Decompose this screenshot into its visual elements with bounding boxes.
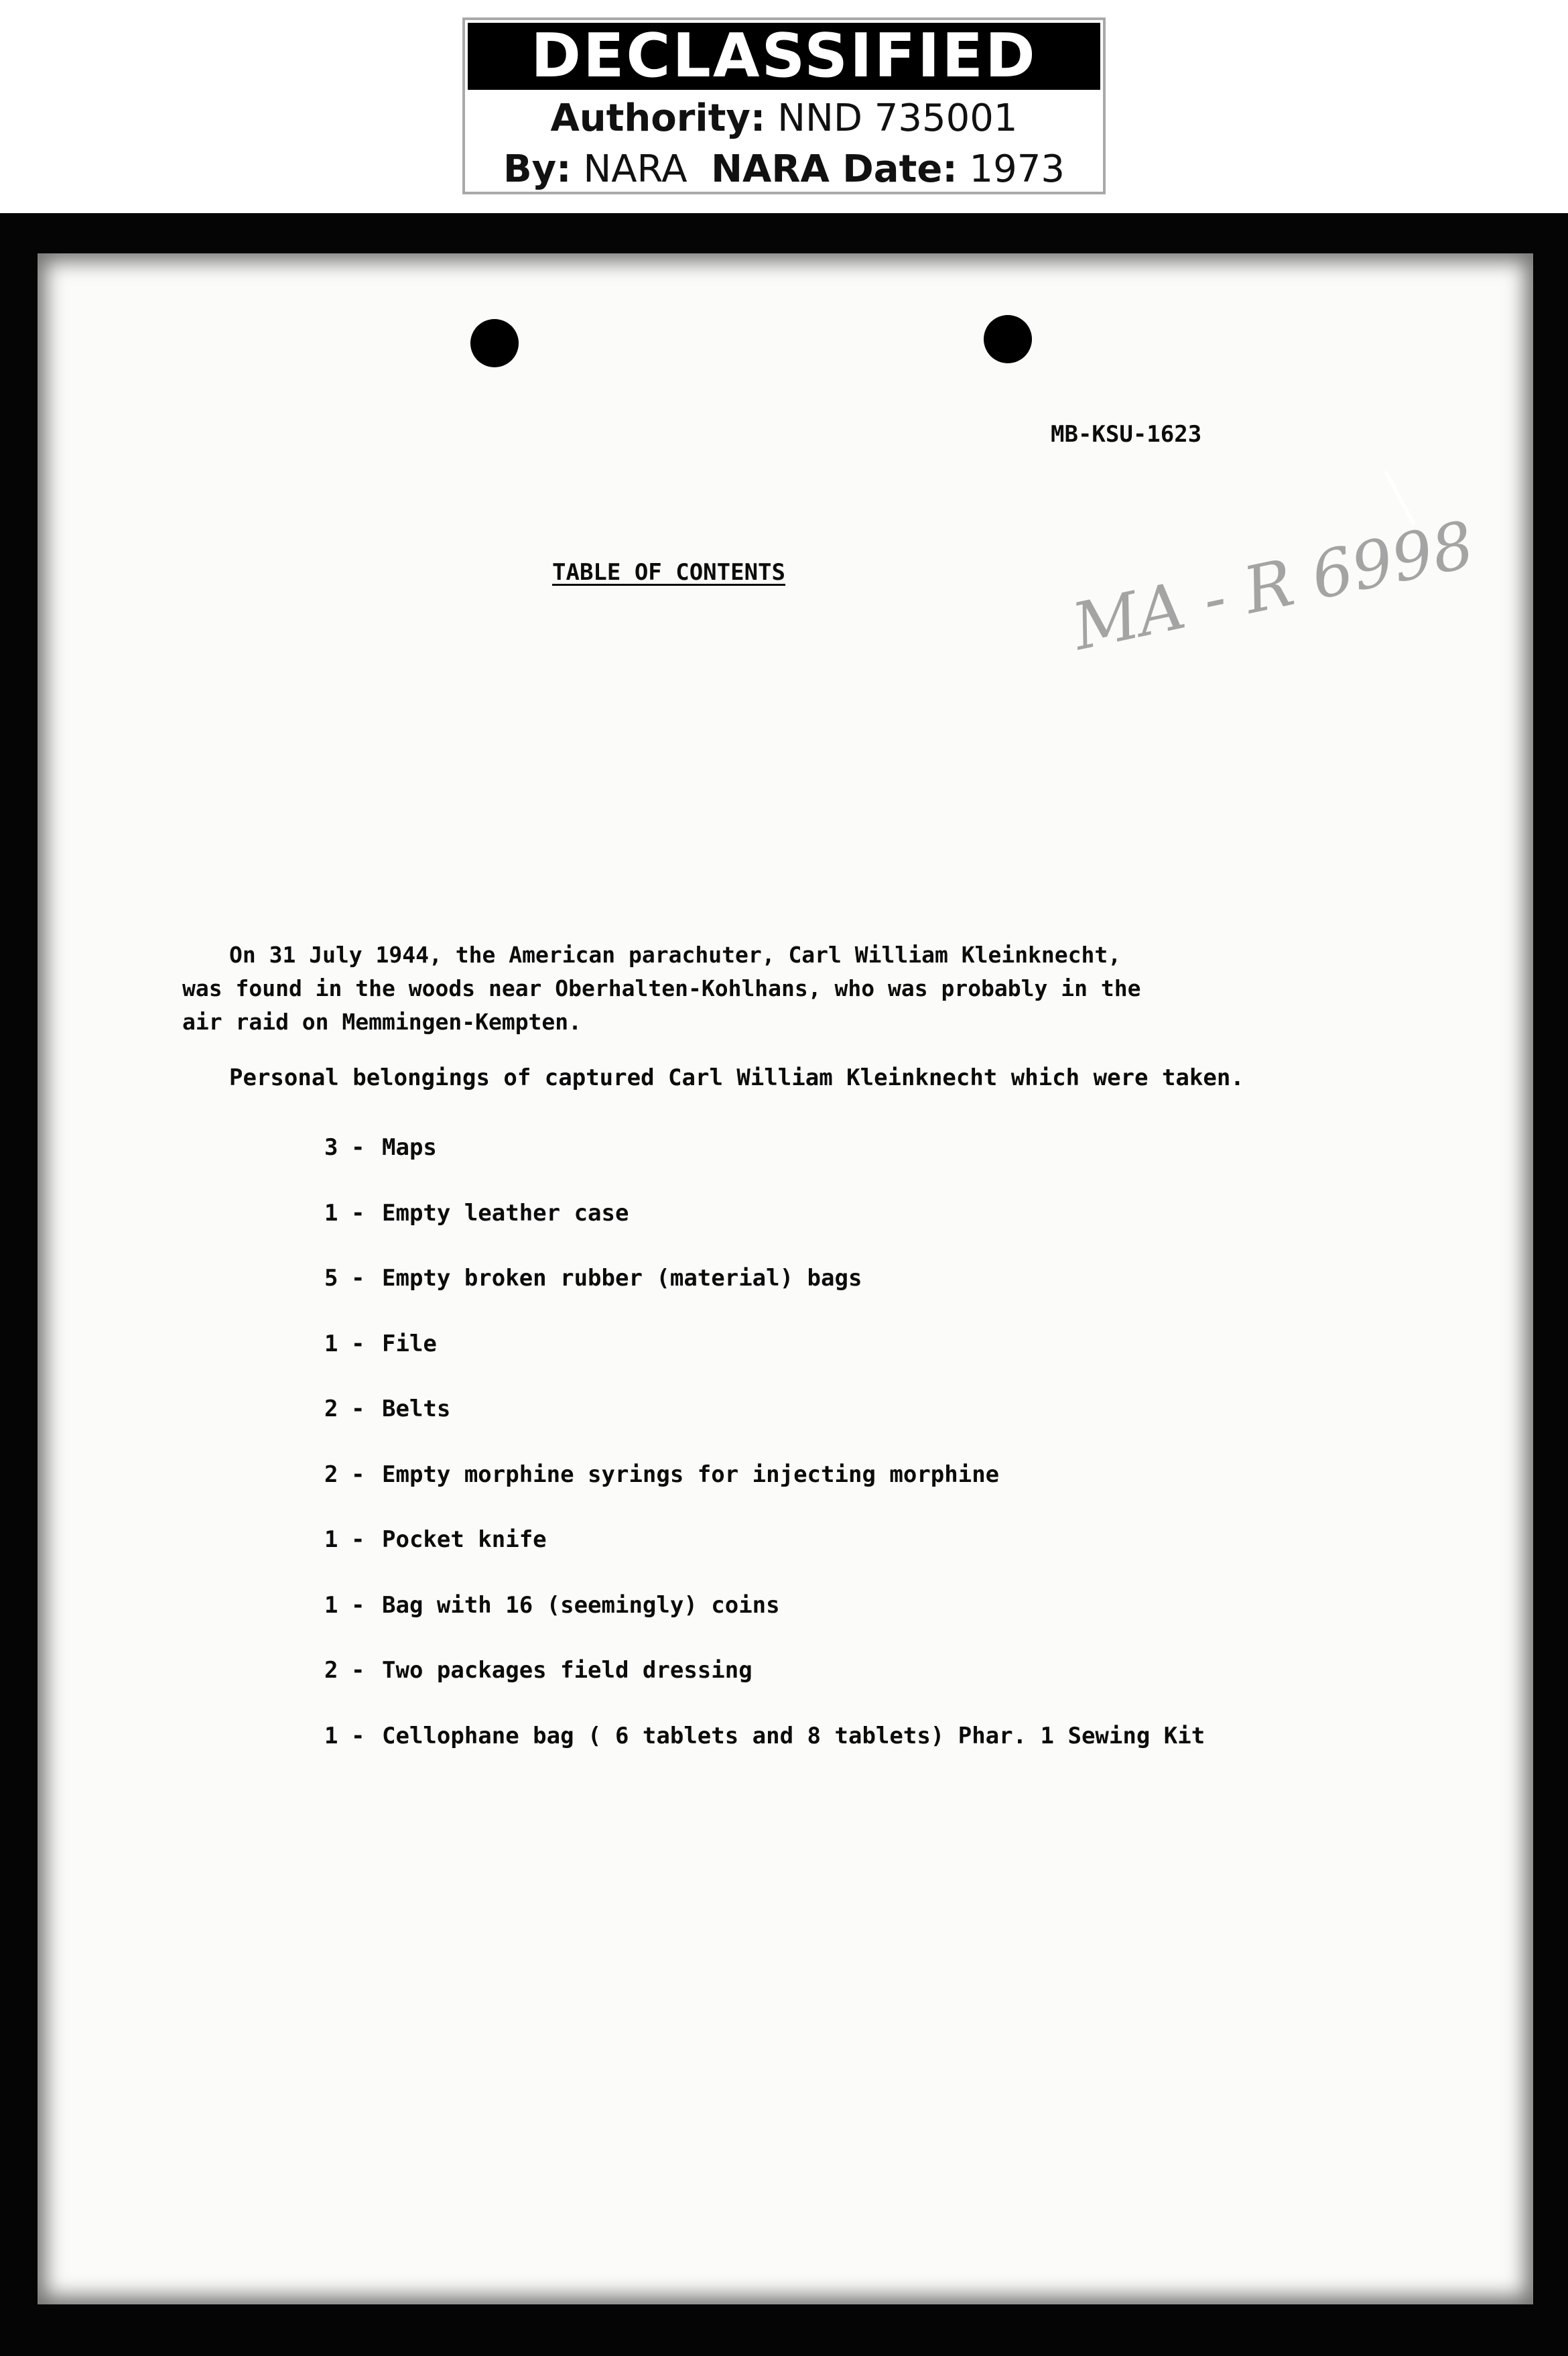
list-item [324, 1131, 1205, 1197]
list-item [324, 1197, 1205, 1263]
item-quantity: 2 [324, 1461, 338, 1488]
belongings-heading: Personal belongings of captured Carl William Kleinknecht which were taken. [229, 1064, 1244, 1091]
item-quantity: 3 [324, 1134, 338, 1161]
item-quantity: 2 [324, 1657, 338, 1684]
by-value: NARA [583, 147, 688, 191]
item-dash: - [351, 1461, 365, 1488]
document-page [38, 253, 1533, 2304]
authority-label: Authority: [550, 97, 766, 140]
item-text: Pocket knife [382, 1526, 547, 1553]
item-quantity: 1 [324, 1199, 338, 1227]
item-dash: - [351, 1134, 365, 1161]
intro-line: air raid on Memmingen-Kempten. [182, 1009, 582, 1035]
item-text: Bag with 16 (seemingly) coins [382, 1591, 780, 1619]
nara-date-value: 1973 [969, 147, 1065, 191]
item-quantity: 1 [324, 1591, 338, 1619]
item-dash: - [351, 1591, 365, 1619]
declassification-stamp [462, 17, 1106, 194]
item-text: Two packages field dressing [382, 1657, 753, 1684]
item-text: Empty morphine syrings for injecting morphine [382, 1461, 1000, 1488]
punch-hole [984, 315, 1032, 363]
stamp-by-line [465, 146, 1103, 193]
intro-line: was found in the woods near Oberhalten-Kohlhans, who was probably in the [182, 975, 1141, 1001]
punch-hole [470, 319, 519, 367]
item-quantity: 2 [324, 1396, 338, 1422]
list-item [324, 1589, 1205, 1655]
item-text: Empty broken rubber (material) bags [382, 1265, 862, 1292]
item-quantity: 5 [324, 1265, 338, 1292]
belongings-list [324, 1131, 1205, 1785]
item-dash: - [351, 1265, 365, 1292]
list-item [324, 1393, 1205, 1459]
item-text: Maps [382, 1134, 437, 1161]
item-quantity: 1 [324, 1330, 338, 1357]
page-title: TABLE OF CONTENTS [552, 559, 785, 586]
item-dash: - [351, 1657, 365, 1684]
item-dash: - [351, 1722, 365, 1749]
item-quantity: 1 [324, 1722, 338, 1749]
intro-line: On 31 July 1944, the American parachuter, Carl William Kleinknecht, [229, 942, 1122, 968]
scan-frame [0, 213, 1568, 2356]
by-label: By: [503, 147, 572, 191]
item-text: File [382, 1330, 437, 1357]
document-reference: MB-KSU-1623 [1051, 421, 1202, 448]
item-quantity: 1 [324, 1526, 338, 1553]
list-item [324, 1328, 1205, 1393]
item-text: Belts [382, 1396, 451, 1422]
intro-paragraph [182, 938, 1140, 1039]
item-text: Empty leather case [382, 1199, 629, 1227]
item-dash: - [351, 1396, 365, 1422]
item-dash: - [351, 1330, 365, 1357]
list-item [324, 1654, 1205, 1720]
item-text: Cellophane bag ( 6 tablets and 8 tablets) Phar. 1 Sewing Kit [382, 1722, 1205, 1749]
stamp-authority-line [465, 95, 1103, 142]
list-item [324, 1459, 1205, 1524]
list-item [324, 1262, 1205, 1328]
nara-date-label: NARA Date: [711, 147, 958, 191]
item-dash: - [351, 1199, 365, 1227]
scan-scratch [1384, 471, 1416, 525]
authority-value: NND 735001 [777, 97, 1018, 140]
list-item [324, 1524, 1205, 1589]
list-item [324, 1720, 1205, 1786]
item-dash: - [351, 1526, 365, 1553]
handwritten-annotation: MA - R 6998 [1066, 506, 1481, 666]
stamp-banner: DECLASSIFIED [468, 23, 1100, 90]
